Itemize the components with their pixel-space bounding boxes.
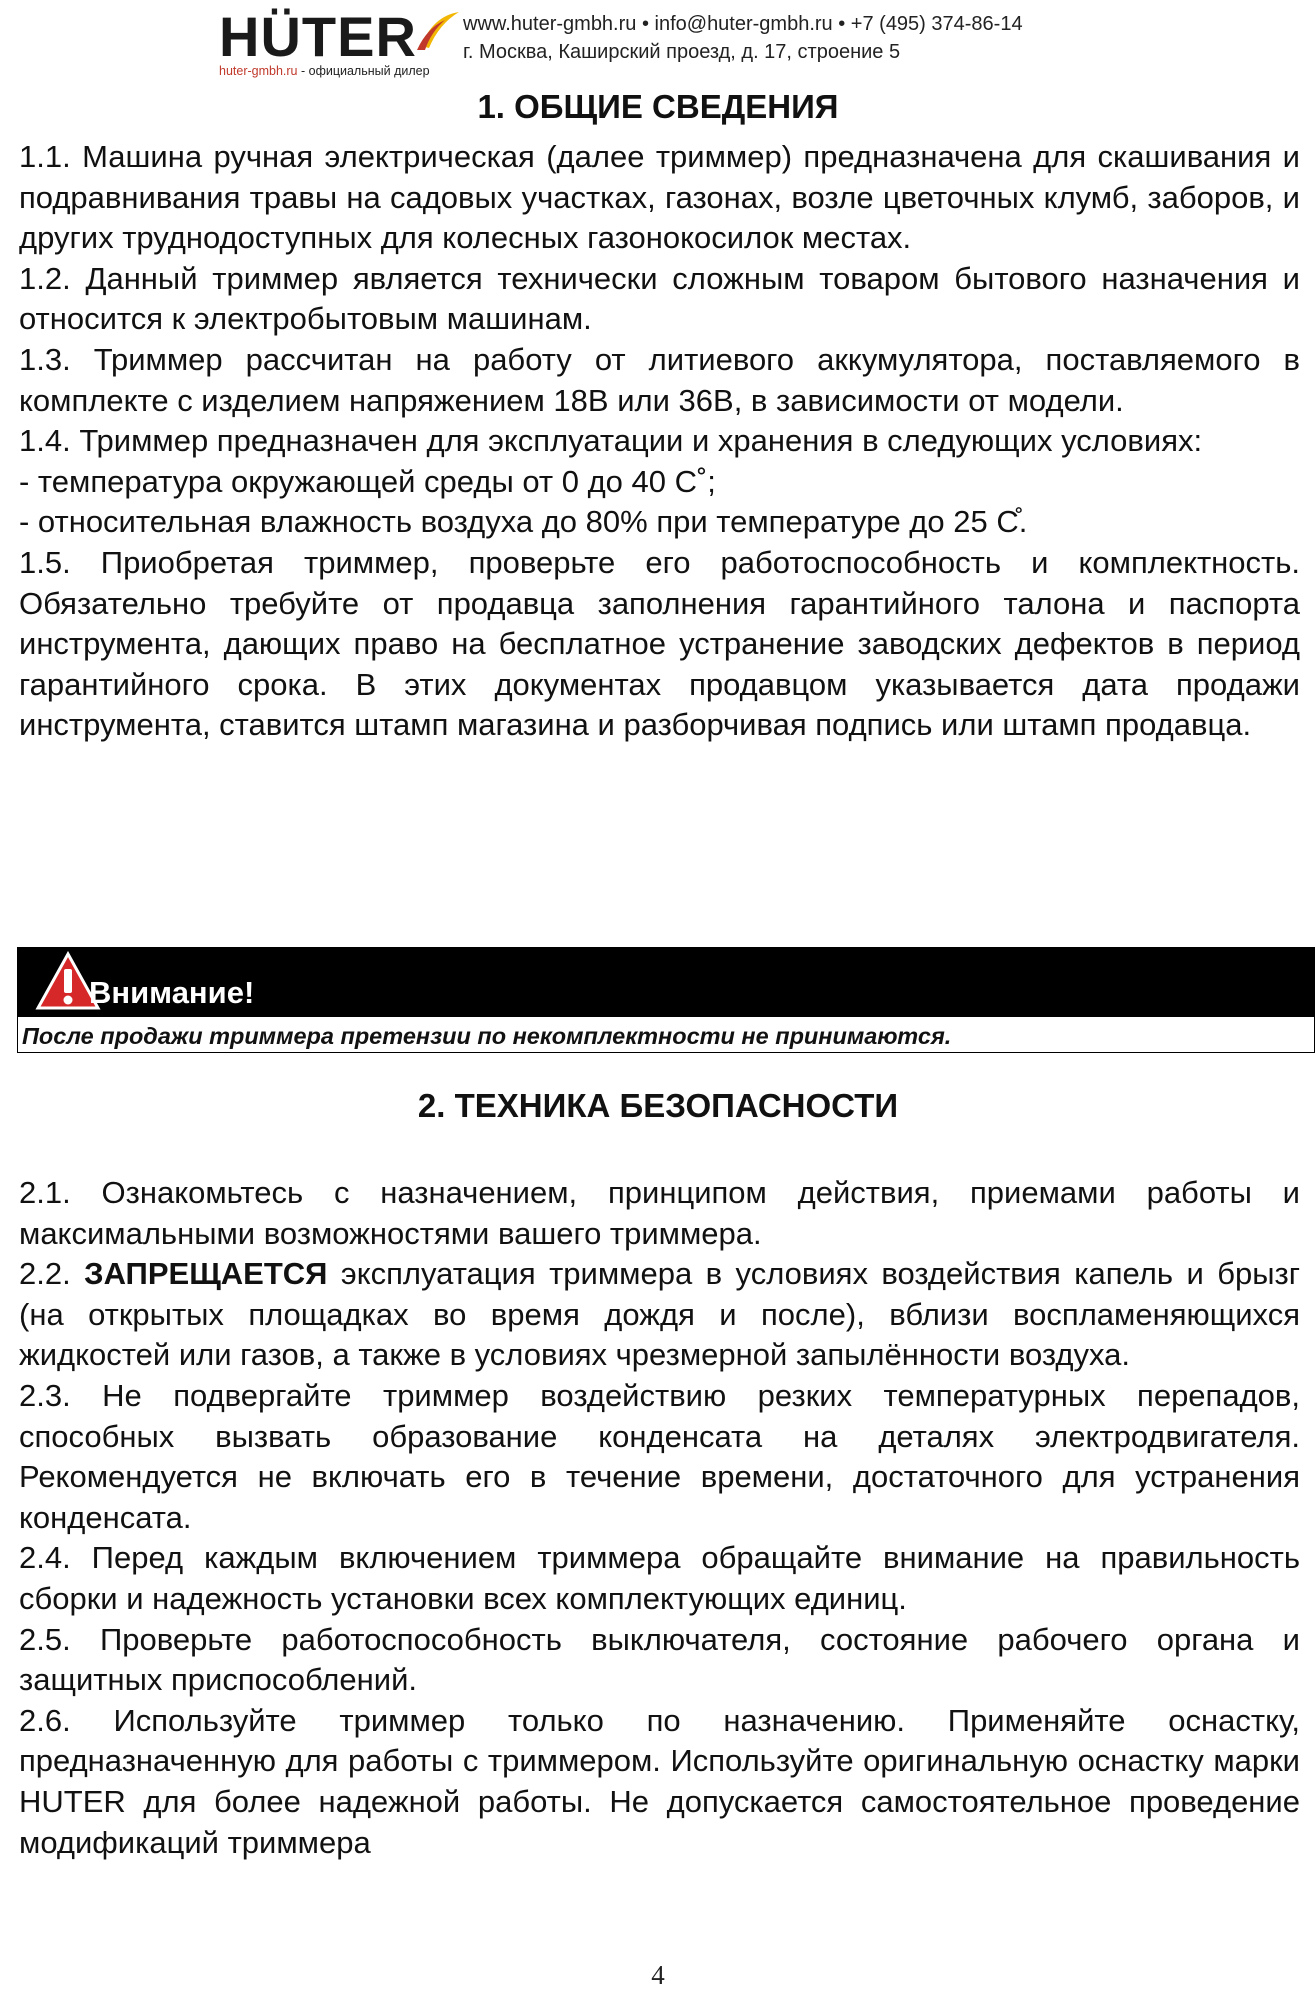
section-2-body xyxy=(19,1173,1300,1863)
paragraph-1-2: 1.2. Данный триммер является технически сложным товаром бытового назначения и относится к электробытовым машинам. xyxy=(19,260,1300,337)
page-number: 4 xyxy=(651,1960,665,1990)
huter-logo xyxy=(215,5,450,78)
header-contacts xyxy=(463,10,1023,66)
section-1-title: 1. ОБЩИЕ СВЕДЕНИЯ xyxy=(477,88,839,125)
paragraph-2-3: 2.3. Не подвергайте триммер воздействию резких температурных перепадов, способных вызвать образование конденсата на деталях электродвигателя. Рекомендуется не включать его в течение времени, достаточного для устранения конденсата. xyxy=(19,1377,1300,1535)
paragraph-1-3: 1.3. Триммер рассчитан на работу от литиевого аккумулятора, поставляемого в комплекте с изделием напряжением 18В или 36В, в зависимости от модели. xyxy=(19,341,1300,418)
paragraph-2-2-text: эксплуатация триммера в условиях воздействия капель и брызг (на открытых площадках во время дождя и после), вблизи воспламеняющихся жидкостей или газов, а также в условиях чрезмерной запылённости воздуха. xyxy=(19,1256,1300,1373)
paragraph-2-6: 2.6. Используйте триммер только по назначению. Применяйте оснастку, предназначенную для работы с триммером. Используйте оригинальную оснастку марки HUTER для более надежной работы. Не допускается самостоятельное проведение модификаций триммера xyxy=(19,1702,1300,1860)
page-header xyxy=(215,0,1115,78)
logo-wordmark: HÜTER xyxy=(219,5,417,68)
paragraph-2-1: 2.1. Ознакомьтесь с назначением, принципом действия, приемами работы и максимальными возможностями вашего триммера. xyxy=(19,1175,1300,1251)
logo-swoosh-icon xyxy=(415,6,461,52)
contacts-address: г. Москва, Каширский проезд, д. 17, строение 5 xyxy=(463,41,901,63)
logo-tagline xyxy=(219,64,430,78)
warning-box xyxy=(17,947,1315,1054)
paragraph-2-2-prohibited: ЗАПРЕЩАЕТСЯ xyxy=(84,1256,328,1292)
paragraph-2-4: 2.4. Перед каждым включением триммера обращайте внимание на правильность сборки и надежность установки всех комплектующих единиц. xyxy=(19,1540,1300,1616)
warning-text: После продажи триммера претензии по некомплектности не принимаются. xyxy=(22,1023,952,1049)
warning-body xyxy=(17,1017,1315,1053)
section-2-title: 2. ТЕХНИКА БЕЗОПАСНОСТИ xyxy=(417,1087,899,1124)
paragraph-1-1: 1.1. Машина ручная электрическая (далее триммер) предназначена для скашивания и подравнивания травы на садовых участках, газонах, возле цветочных клумб, заборов, и других труднодоступных для колесных газонокосилок местах. xyxy=(19,139,1300,256)
paragraph-1-4-temperature: - температура окружающей среды от 0 до 40 С˚; xyxy=(19,463,716,499)
paragraph-2-2-number: 2.2. xyxy=(19,1256,85,1292)
paragraph-2-5: 2.5. Проверьте работоспособность выключателя, состояние рабочего органа и защитных приспособлений. xyxy=(19,1621,1300,1698)
warning-header xyxy=(17,947,1315,1017)
paragraph-1-4: 1.4. Триммер предназначен для эксплуатации и хранения в следующих условиях: xyxy=(19,423,1203,459)
warning-title: Внимание! xyxy=(89,975,255,1010)
logo-site: huter-gmbh.ru xyxy=(219,64,298,78)
logo-dealer: - официальный дилер xyxy=(297,64,430,78)
paragraph-1-5: 1.5. Приобретая триммер, проверьте его работоспособность и комплектность. Обязательно требуйте от продавца заполнения гарантийного талона и паспорта инструмента, дающих право на бесплатное устранение заводских дефектов в период гарантийного срока. В этих документах продавцом указывается дата продажи инструмента, ставится штамп магазина и разборчивая подпись или штамп продавца. xyxy=(19,544,1300,743)
contacts-line-1: www.huter-gmbh.ru • info@huter-gmbh.ru • +7 (495) 374-86-14 xyxy=(463,13,1023,35)
section-1-body xyxy=(19,137,1300,746)
paragraph-1-4-humidity: - относительная влажность воздуха до 80% при температуре до 25 С̊. xyxy=(19,504,1028,540)
paragraph-2-2 xyxy=(19,1254,1300,1376)
